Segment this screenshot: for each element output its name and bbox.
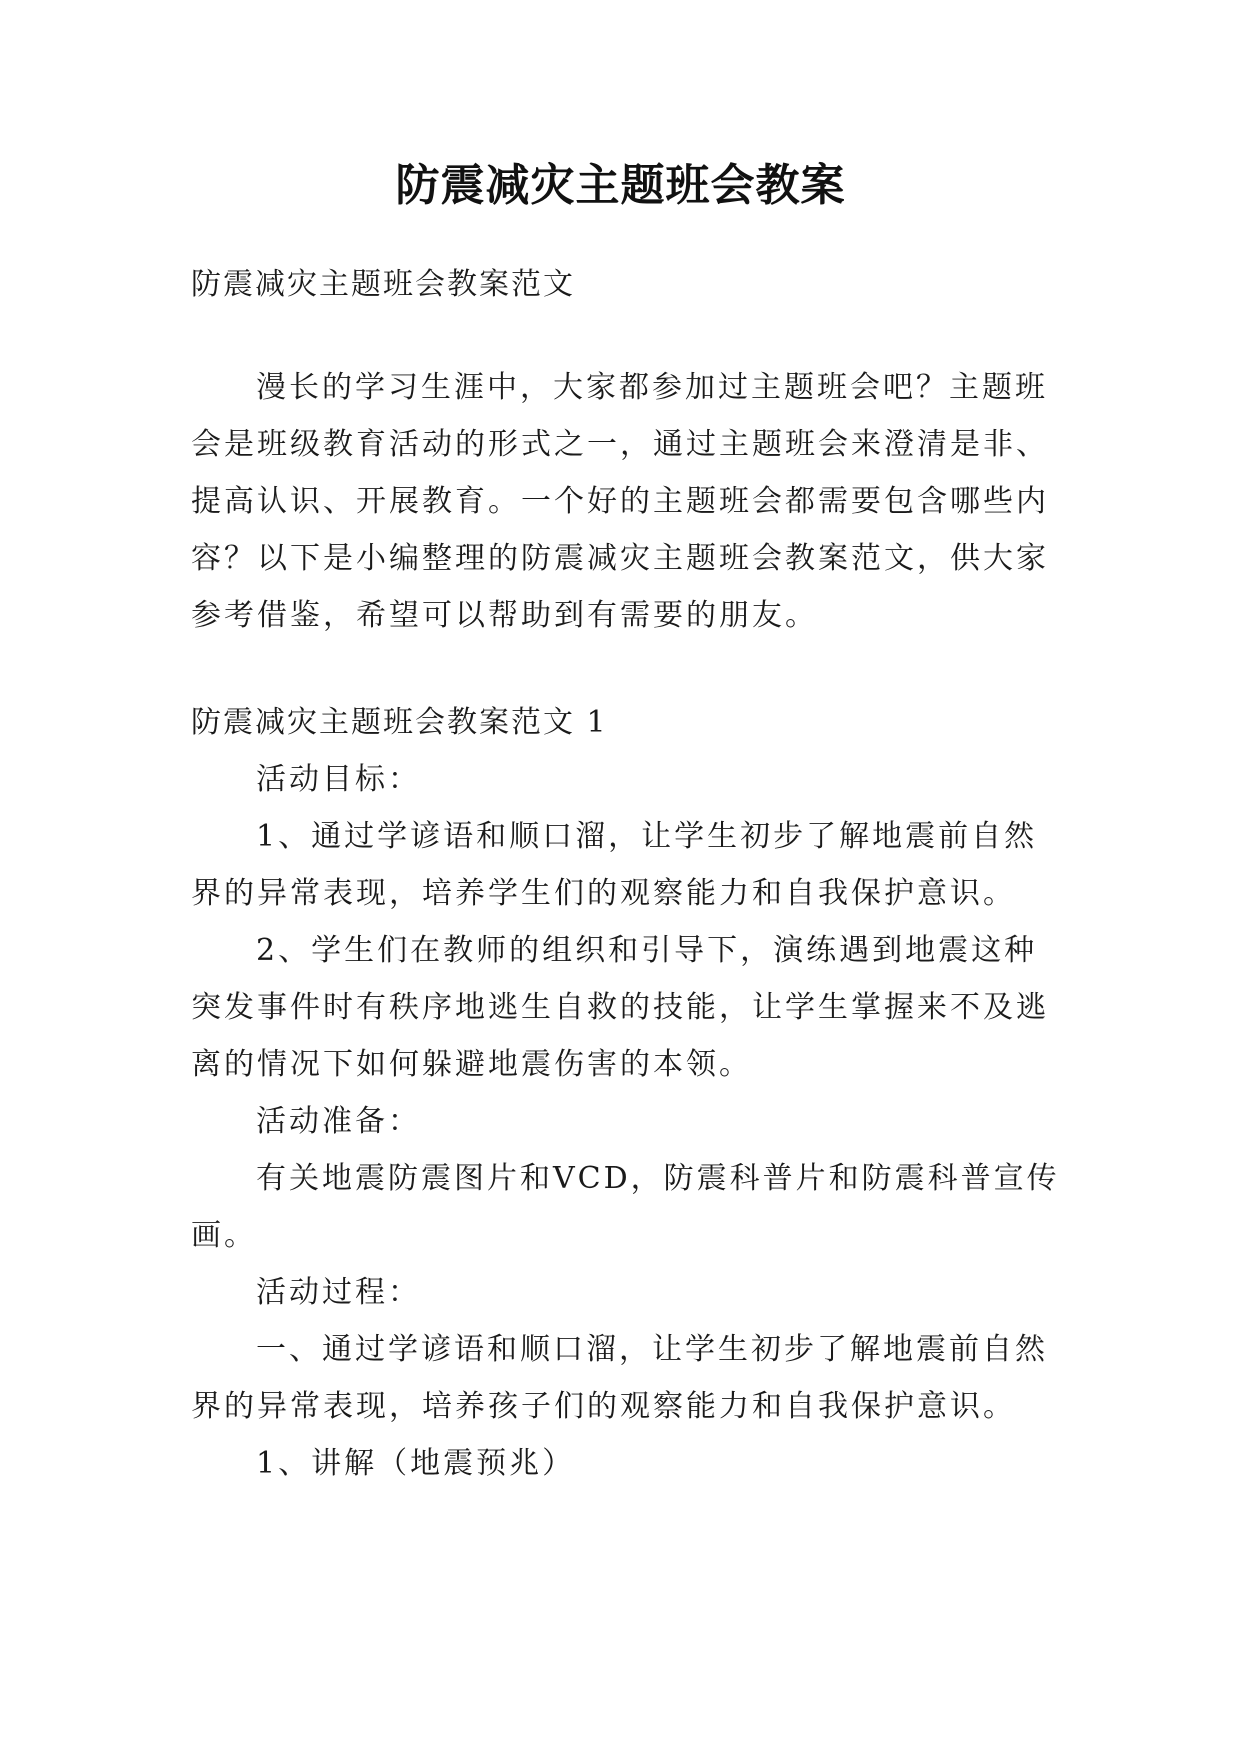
process-label: 活动过程： [256,1275,421,1310]
prep-line: 有关地震防震图片和VCD，防震科普片和防震科普宣传 [256,1161,1060,1196]
intro-line: 参考借鉴，希望可以帮助到有需要的朋友。 [191,598,818,633]
process-subitem: 1、讲解（地震预兆） [256,1446,576,1481]
goal-item-2-line: 2、学生们在教师的组织和引导下，演练遇到地震这种 [256,933,1038,968]
section-heading: 防震减灾主题班会教案范文 1 [191,705,608,740]
intro-line: 提高认识、开展教育。一个好的主题班会都需要包含哪些内 [191,484,1049,519]
document-subtitle: 防震减灾主题班会教案范文 [191,267,575,302]
goal-item-2-line: 离的情况下如何躲避地震伤害的本领。 [191,1047,752,1082]
goal-item-1-line: 界的异常表现，培养学生们的观察能力和自我保护意识。 [191,876,1016,911]
goal-label: 活动目标： [256,762,421,797]
intro-line: 容？以下是小编整理的防震减灾主题班会教案范文，供大家 [191,541,1049,576]
intro-line: 漫长的学习生涯中，大家都参加过主题班会吧？主题班 [256,370,1048,405]
goal-item-2-line: 突发事件时有秩序地逃生自救的技能，让学生掌握来不及逃 [191,990,1049,1025]
process-item-1-line: 界的异常表现，培养孩子们的观察能力和自我保护意识。 [191,1389,1016,1424]
intro-line: 会是班级教育活动的形式之一，通过主题班会来澄清是非、 [191,427,1049,462]
document-title: 防震减灾主题班会教案 [395,160,846,211]
prep-label: 活动准备： [256,1104,421,1139]
prep-line: 画。 [191,1218,257,1253]
goal-item-1-line: 1、通过学谚语和顺口溜，让学生初步了解地震前自然 [256,819,1038,854]
process-item-1-line: 一、通过学谚语和顺口溜，让学生初步了解地震前自然 [256,1332,1048,1367]
